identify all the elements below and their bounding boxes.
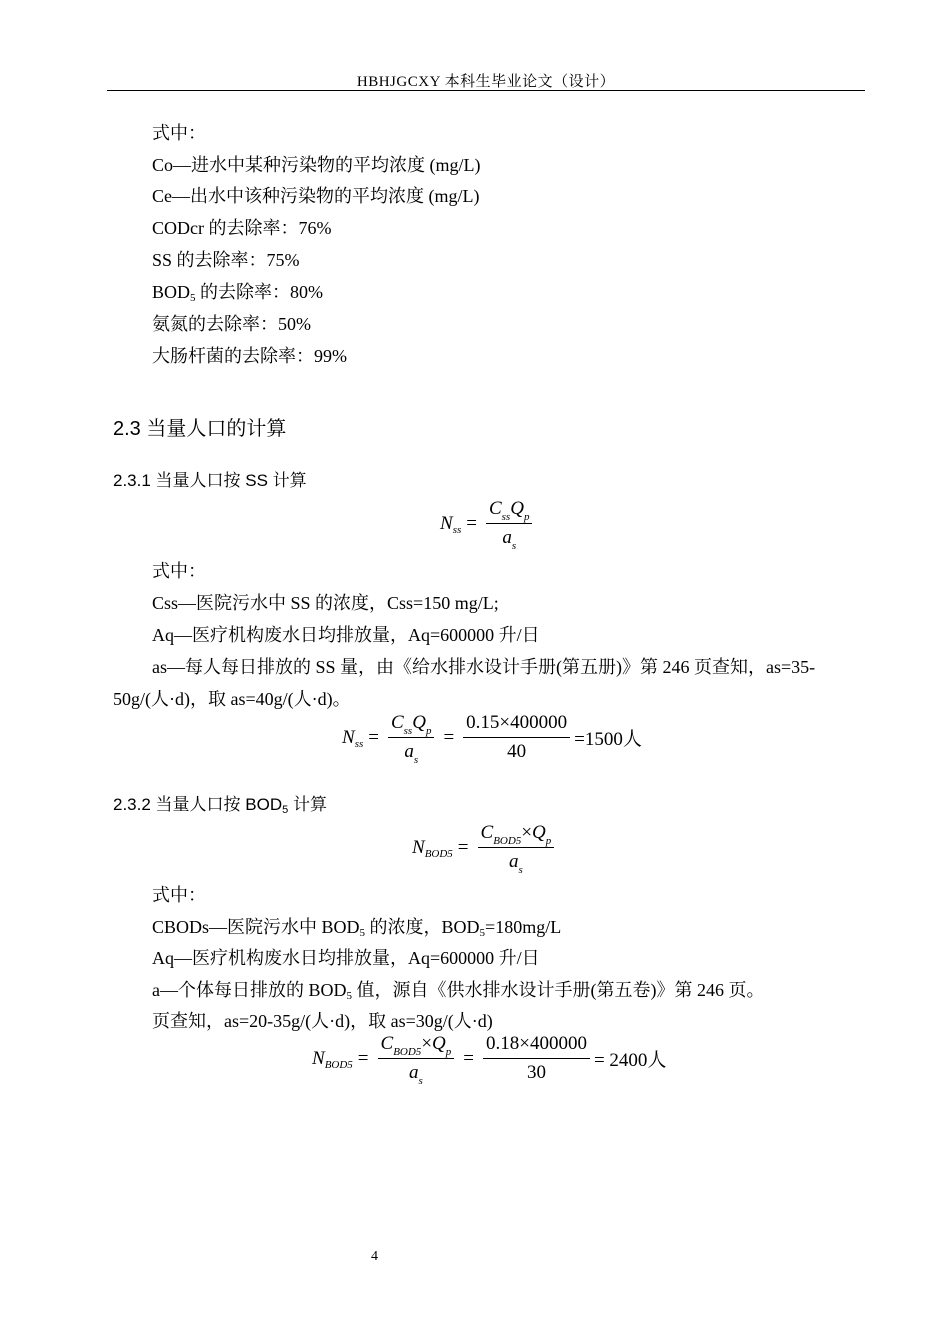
page-header: HBHJGCXY 本科生毕业论文（设计） [356,74,616,90]
where-label: 式中： [152,885,206,905]
section-heading-2-3-2 [113,790,327,815]
header-divider [107,90,865,91]
subscript: p [523,511,530,523]
symbol: a [509,851,519,872]
symbol: C [380,1033,394,1054]
symbol: N [440,512,453,534]
subscript: p [445,1046,452,1058]
times: × [421,1033,433,1054]
subscript: ss [403,725,413,737]
subscript: 5 [346,990,352,1002]
subscript: 5 [359,927,366,939]
ss-removal: SS 的去除率：75% [152,250,300,270]
section-heading-2-3: 2.3 当量人口的计算 [113,418,287,440]
symbol: a [404,741,414,762]
fraction [486,498,532,552]
section-heading-2-3-1: 2.3.1 当量人口按 SS 计算 [113,471,307,490]
equals: = [463,1047,474,1069]
codcr-removal: CODcr 的去除率：76% [152,218,332,238]
subscript: ss [452,523,462,536]
as-definition-cont: 50g/(人·d)，取 as=40g/(人·d)。 [113,689,351,709]
subscript: s [418,1075,423,1087]
aq-definition: Aq—医疗机构废水日均排放量，Aq=600000 升/日 [152,625,540,645]
subscript: ss [501,511,511,523]
symbol: a [502,527,512,548]
result: =1500人 [574,729,642,750]
fraction [388,712,434,766]
symbol: N [312,1047,325,1069]
formula-nbod5-calc [312,1033,667,1087]
subscript: p [425,725,432,737]
denominator: 40 [507,741,527,762]
fraction [483,1033,590,1084]
equals: = [457,836,469,858]
text: 2.3.2 当量人口按 BOD [113,795,283,814]
symbol: C [488,498,502,519]
text: 的浓度，BOD [365,917,480,937]
symbol: N [412,836,425,858]
symbol: Q [532,822,546,843]
text: 值，源自《供水排水设计手册(第五卷)》第 246 页。 [352,980,765,1000]
symbol: C [480,822,494,843]
as-range: 页查知，as=20-35g/(人·d)，取 as=30g/(人·d) [152,1011,493,1031]
bod-removal [152,281,323,303]
denominator: 30 [526,1062,546,1083]
text: CBODs—医院污水中 BOD [152,917,360,937]
co-definition: Co—进水中某种污染物的平均浓度 (mg/L) [152,155,481,175]
ce-definition: Ce—出水中该种污染物的平均浓度 (mg/L) [152,186,480,206]
as-definition: as—每人每日排放的 SS 量，由《给水排水设计手册(第五册)》第 246 页查知，as=35- [152,657,816,677]
subscript: p [545,835,552,847]
subscript: 5 [282,804,289,816]
subscript: BOD5 [324,1058,353,1071]
formula-nbod5 [412,822,558,876]
where-label: 式中： [152,561,206,581]
numerator: 0.15×400000 [463,712,570,738]
subscript: BOD5 [493,835,522,847]
text: =180mg/L [485,917,562,937]
symbol: Q [412,712,426,733]
css-definition: Css—医院污水中 SS 的浓度，Css=150 mg/L; [152,593,499,613]
text: 计算 [288,795,327,814]
fraction [378,1033,455,1087]
fraction [478,822,555,876]
symbol: Q [510,498,524,519]
symbol: C [390,712,404,733]
equals: = [466,512,477,534]
numerator: 0.18×400000 [483,1033,590,1059]
aq-definition: Aq—医疗机构废水日均排放量，Aq=600000 升/日 [152,948,540,968]
fraction [463,712,570,763]
subscript: BOD5 [424,847,453,860]
equals: = [357,1047,369,1069]
a-definition [152,979,765,1001]
formula-nss-calc [342,712,642,766]
page-number: 4 [371,1249,378,1264]
cbod-definition [152,916,561,938]
symbol: a [409,1062,419,1083]
text: BOD [152,282,191,302]
where-label: 式中： [152,123,206,143]
equals: = [443,726,455,748]
equals: = [368,726,379,748]
subscript: s [413,754,419,766]
subscript: s [511,540,517,552]
subscript: 5 [479,927,486,939]
subscript: s [518,864,523,876]
text: a—个体每日排放的 BOD [152,980,347,1000]
ammonia-removal: 氨氮的去除率：50% [152,314,311,334]
coliform-removal: 大肠杆菌的去除率：99% [152,346,347,366]
text: 的去除率：80% [195,282,324,302]
subscript: 5 [190,292,196,304]
result: = 2400人 [593,1050,667,1071]
times: × [521,822,533,843]
formula-nss [440,498,536,552]
subscript: BOD5 [393,1046,422,1058]
symbol: Q [432,1033,446,1054]
subscript: ss [354,737,364,750]
symbol: N [342,726,355,748]
